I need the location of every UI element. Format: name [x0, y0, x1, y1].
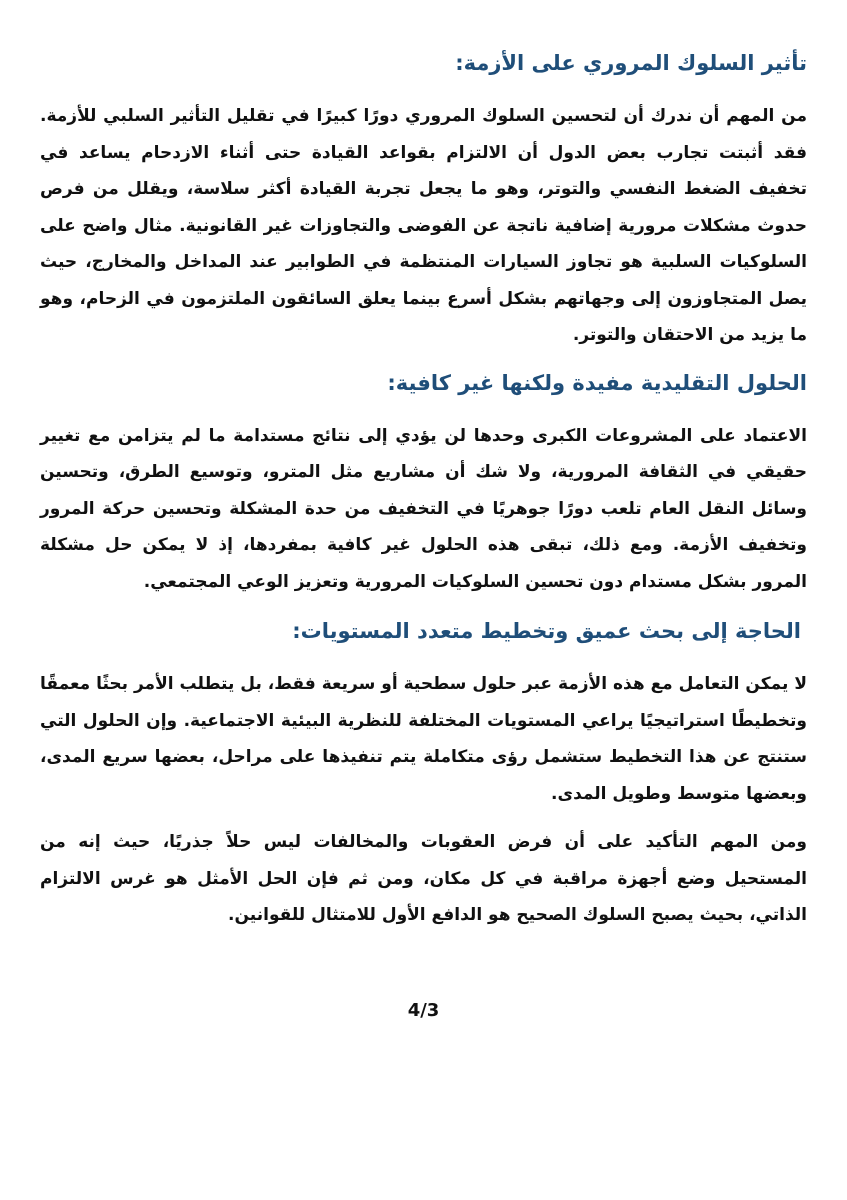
section-deep-research [40, 614, 807, 934]
paragraph: ومن المهم التأكيد على أن فرض العقوبات والمخالفات ليس حلاً جذريًا، حيث إنه من المستحيل وضع أجهزة مراقبة في كل مكان، ومن ثم فإن الحل الأمثل هو غرس الالتزام الذاتي، بحيث يصبح السلوك الصحيح هو الدافع الأول للامتثال للقوانين. [40, 832, 807, 925]
section-heading: تأثير السلوك المروري على الأزمة: [455, 51, 807, 75]
section-heading: الحاجة إلى بحث عميق وتخطيط متعدد المستويات: [292, 619, 801, 643]
page-number: 4/3 [407, 1000, 440, 1021]
paragraph: من المهم أن ندرك أن لتحسين السلوك المروري دورًا كبيرًا في تقليل التأثير السلبي للأزمة. فقد أثبتت تجارب بعض الدول أن الالتزام بقواعد القيادة حتى أثناء الازدحام يساعد في تخفيف الضغط النفسي والتوتر، وهو ما يجعل تجربة القيادة أكثر سلاسة، ويقلل من فرص حدوث مشكلات مرورية إضافية ناتجة عن الفوضى والتجاوزات غير القانونية. مثال واضح على السلوكيات السلبية هو تجاوز السيارات المنتظمة في الطوابير عند المداخل والمخارج، حيث يصل المتجاوزون إلى وجهاتهم بشكل أسرع بينما يعلق السائقون الملتزمون في الزحام، وهو ما يزيد من الاحتقان والتوتر. [40, 106, 807, 345]
section-traffic-behavior [40, 46, 807, 354]
section-traditional-solutions [40, 366, 807, 601]
paragraph: لا يمكن التعامل مع هذه الأزمة عبر حلول سطحية أو سريعة فقط، بل يتطلب الأمر بحثًا معمقًا وتخطيطًا استراتيجيًا يراعي المستويات المختلفة للنظرية البيئية الاجتماعية. وإن الحلول التي ستنتج عن هذا التخطيط ستشمل رؤى متكاملة يتم تنفيذها على مراحل، بعضها سريع المدى، وبعضها متوسط وطويل المدى. [40, 674, 807, 804]
paragraph: الاعتماد على المشروعات الكبرى وحدها لن يؤدي إلى نتائج مستدامة ما لم يتزامن مع تغيير حقيقي في الثقافة المرورية، ولا شك أن مشاريع مثل المترو، وتوسيع الطرق، وتحسين وسائل النقل العام تلعب دورًا جوهريًا في التخفيف من حدة المشكلة وتحسين حركة المرور وتخفيف الأزمة. ومع ذلك، تبقى هذه الحلول غير كافية بمفردها، إذ لا يمكن حل مشكلة المرور بشكل مستدام دون تحسين السلوكيات المرورية وتعزيز الوعي المجتمعي. [40, 425, 807, 592]
section-heading: الحلول التقليدية مفيدة ولكنها غير كافية: [387, 370, 807, 395]
